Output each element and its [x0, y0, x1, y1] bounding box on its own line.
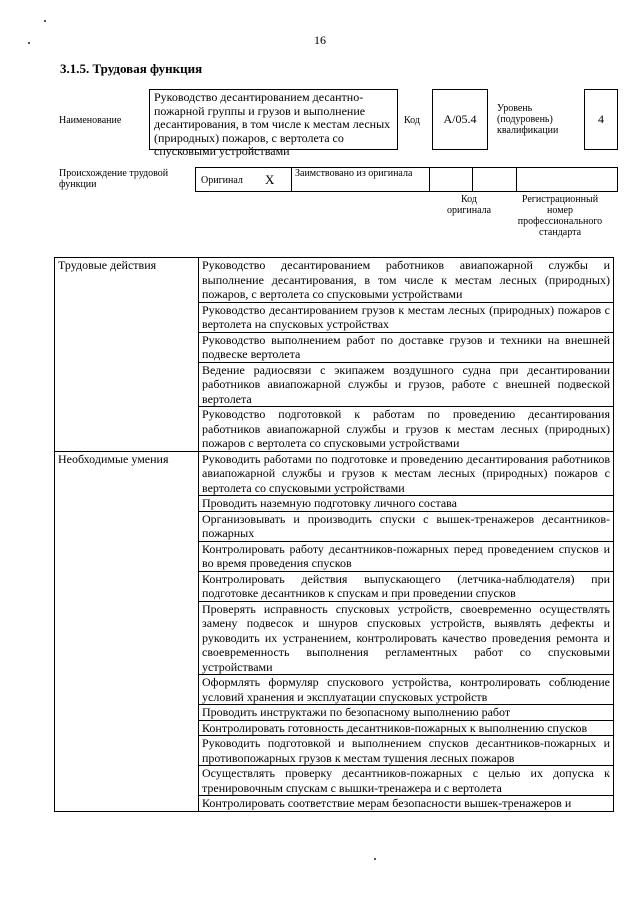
- name-label: Наименование: [59, 115, 122, 126]
- table-row: Руководство выполнением работ по доставке грузов и техники на внешней подвеске вертолета: [199, 332, 614, 362]
- table-row: Руководство десантированием грузов к местам лесных (природных) пожаров с вертолета на спусковых устройствах: [199, 302, 614, 332]
- table-row: Проводить наземную подготовку личного состава: [199, 496, 614, 512]
- table-row: Оформлять формуляр спускового устройства, контролировать соблюдение условий хранения и эксплуатации спусковых устройств: [199, 675, 614, 705]
- required-skills-label: Необходимые умения: [55, 451, 199, 811]
- table-row: Контролировать соответствие мерам безопасности вышек-тренажеров и: [199, 796, 614, 812]
- origin-label: Происхождение трудовой функции: [59, 168, 169, 190]
- original-mark: X: [265, 172, 275, 187]
- code-original-caption: Код оригинала: [446, 194, 492, 216]
- table-row: Контролировать готовность десантников-пожарных к выполнению спусков: [199, 720, 614, 736]
- function-table: [54, 257, 614, 812]
- table-row: Контролировать работу десантников-пожарных перед проведением спусков и во время проведения спусков: [199, 541, 614, 571]
- section-title: 3.1.5. Трудовая функция: [60, 61, 203, 76]
- original-label: Оригинал: [201, 175, 243, 186]
- scan-speck: [44, 20, 46, 22]
- table-row: Осуществлять проверку десантников-пожарных с целью их допуска к тренировочным спускам с вышки-тренажера и с вертолета: [199, 766, 614, 796]
- origin-row: [195, 167, 517, 192]
- qualification-level: 4: [584, 89, 618, 150]
- function-code: A/05.4: [432, 89, 488, 150]
- table-row: Проверять исправность спусковых устройств, своевременно осуществлять замену подвесок и шнуров спусковых устройств, выявлять дефекты и руководить их устранением, контролировать качество проведения ремонта и своевременность выполнения регламентных работ со спусковыми устройствами: [199, 601, 614, 675]
- code-label: Код: [404, 115, 420, 126]
- scan-speck: [28, 42, 30, 44]
- function-name: Руководство десантированием десантно-пожарной группы и грузов и выполнение десантирования, в том числе к местам лесных (природных) пожаров, с вертолета со спусковыми устройствами: [149, 89, 398, 150]
- table-row: Ведение радиосвязи с экипажем воздушного судна при десантировании работников авиапожарной службы и грузов, работе с внешней подвеской вертолета: [199, 362, 614, 407]
- table-row: Руководство десантированием работников авиапожарной службы и выполнение десантирования, в том числе к местам лесных (природных) пожаров, с вертолета со спусковыми устройствами: [199, 258, 614, 303]
- reg-number-caption: Регистрационный номер профессионального стандарта: [517, 194, 603, 238]
- table-row: Руководить подготовкой и выполнением спусков десантников-пожарных и противопожарных грузов к местам тушения лесных пожаров: [199, 736, 614, 766]
- page-number: 16: [314, 33, 326, 47]
- table-row: Руководство подготовкой к работам по проведению десантирования работников авиапожарной службы и грузов к местам лесных (природных) пожаров с вертолета со спусковыми устройствами: [199, 407, 614, 452]
- table-row: Руководить работами по подготовке и проведению десантирования работников авиапожарной службы и грузов к местам лесных (природных) пожаров с вертолета со спусковыми устройствами: [199, 451, 614, 496]
- table-row: Организовывать и производить спуски с вышек-тренажеров десантников-пожарных: [199, 511, 614, 541]
- borrowed-label: Заимствовано из оригинала: [295, 168, 413, 179]
- labor-actions-label: Трудовые действия: [55, 258, 199, 452]
- table-row: Проводить инструктажи по безопасному выполнению работ: [199, 705, 614, 721]
- scan-speck: [374, 858, 376, 860]
- table-row: Контролировать действия выпускающего (летчика-наблюдателя) при подготовке десантников к спускам и при проведении спусков: [199, 571, 614, 601]
- level-label: Уровень (подуровень) квалификации: [497, 103, 559, 136]
